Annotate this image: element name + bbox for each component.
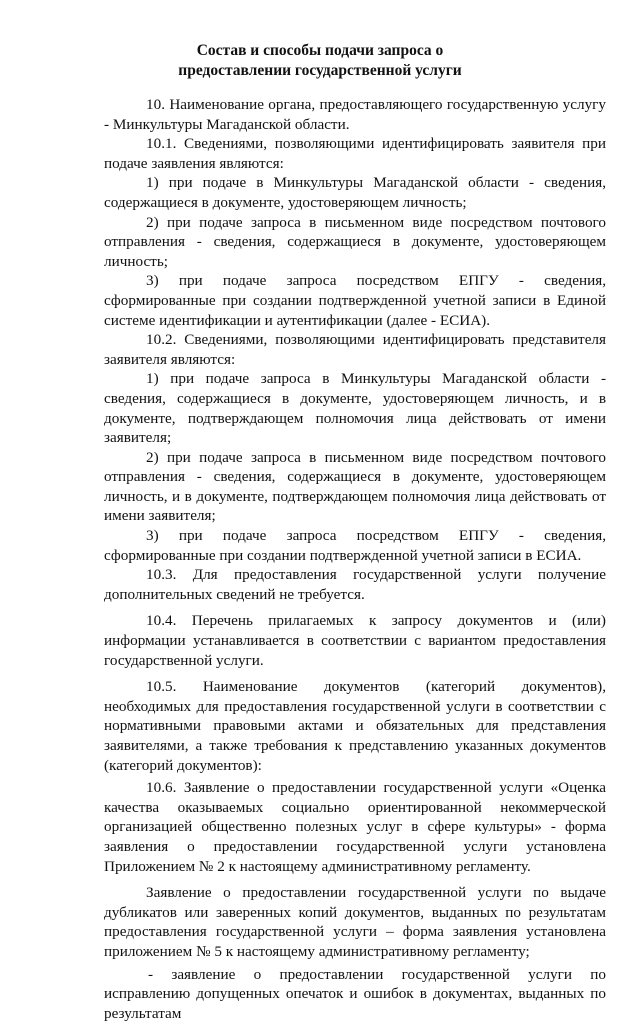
- paragraph-10-2-item-3: 3) при подаче запроса посредством ЕПГУ - сведения, сформированные при создании подтвержденной учетной записи в ЕСИА.: [104, 527, 606, 564]
- paragraph-10-6: 10.6. Заявление о предоставлении государственной услуги «Оценка качества оказываемых социально ориентированной некоммерческой организацией общественно полезных услуг в сфере культуры» - форма заявления о предоставлении государственной услуги установлена Приложением № 2 к настоящему административному регламенту.: [104, 779, 606, 875]
- title-line-1: Состав и способы подачи запроса о: [196, 42, 444, 59]
- paragraph-10-5: 10.5. Наименование документов (категорий документов), необходимых для предоставления государственной услуги в соответствии с нормативными правовыми актами и обязательных для представления заявителями, а также требования к представлению указанных документов (категорий документов):: [104, 678, 606, 774]
- paragraph-10-3: 10.3. Для предоставления государственной услуги получение дополнительных сведений не требуется.: [104, 566, 606, 603]
- paragraph-10-1: 10.1. Сведениями, позволяющими идентифицировать заявителя при подаче заявления являются:: [104, 135, 606, 172]
- paragraph-10-1-item-3: 3) при подаче запроса посредством ЕПГУ - сведения, сформированные при создании подтвержденной учетной записи в Единой системе идентификации и аутентификации (далее - ЕСИА).: [104, 272, 606, 329]
- paragraph-10-4: 10.4. Перечень прилагаемых к запросу документов и (или) информации устанавливается в соответствии с вариантом предоставления государственной услуги.: [104, 612, 606, 669]
- paragraph-10: 10. Наименование органа, предоставляющего государственную услугу - Минкультуры Магаданской области.: [104, 96, 606, 133]
- paragraph-10-2-item-1: 1) при подаче запроса в Минкультуры Магаданской области - сведения, содержащиеся в документе, удостоверяющем личность, и в документе, подтверждающем полномочия лица действовать от имени заявителя;: [104, 370, 606, 447]
- paragraph-10-2-item-2: 2) при подаче запроса в письменном виде посредством почтового отправления - сведения, содержащиеся в документе, удостоверяющем личность, и в документе, подтверждающем полномочия лица действовать от имени заявителя;: [104, 448, 606, 525]
- paragraph-duplicate-application: Заявление о предоставлении государственной услуги по выдаче дубликатов или заверенных копий документов, выданных по результатам предоставления государственной услуги – форма заявления установлена приложением № 5 к настоящему административному регламенту;: [104, 884, 606, 960]
- document-body: [104, 95, 606, 1023]
- paragraph-10-2: 10.2. Сведениями, позволяющими идентифицировать представителя заявителя являются:: [104, 331, 606, 368]
- paragraph-10-1-item-1: 1) при подаче в Минкультуры Магаданской области - сведения, содержащиеся в документе, удостоверяющем личность;: [104, 174, 606, 211]
- title-line-2: предоставлении государственной услуги: [178, 62, 462, 79]
- paragraph-10-1-item-2: 2) при подаче запроса в письменном виде посредством почтового отправления - сведения, содержащиеся в документе, удостоверяющем личность;: [104, 213, 606, 270]
- document-title: [0, 41, 640, 81]
- paragraph-correction-application: - заявление о предоставлении государственной услуги по исправлению допущенных опечаток и ошибок в документах, выданных по результатам: [104, 965, 606, 1022]
